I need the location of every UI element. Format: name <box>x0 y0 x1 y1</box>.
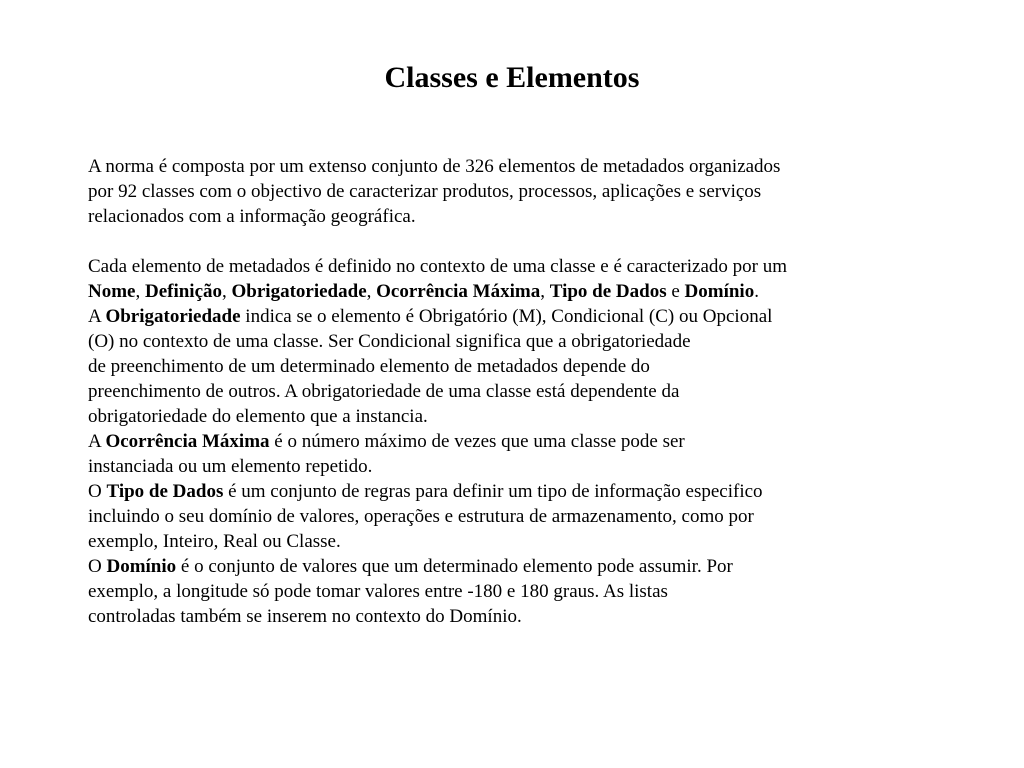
text-line: Cada elemento de metadados é definido no contexto de uma classe e é caracterizado por um <box>88 256 788 277</box>
term-obrigatoriedade: Obrigatoriedade <box>105 306 241 327</box>
paragraph-elemento <box>88 254 948 304</box>
separator: , <box>366 281 377 302</box>
text-line: de preenchimento de um determinado elemento de metadados depende do <box>88 356 650 377</box>
term-dominio: Domínio <box>684 281 755 302</box>
term-ocorrencia-maxima: Ocorrência Máxima <box>376 281 541 302</box>
text-line: controladas também se inserem no contexto do Domínio. <box>88 606 522 627</box>
text-rest: é o conjunto de valores que um determinado elemento pode assumir. Por <box>176 556 733 577</box>
article: O <box>88 481 107 502</box>
text-line <box>88 304 948 329</box>
paragraph-dominio <box>88 554 948 629</box>
terms-line <box>88 279 948 304</box>
text-line: obrigatoriedade do elemento que a instancia. <box>88 406 428 427</box>
text-line <box>88 554 948 579</box>
term-obrigatoriedade: Obrigatoriedade <box>231 281 367 302</box>
paragraph-ocorrencia-maxima <box>88 429 948 479</box>
separator: e <box>666 281 685 302</box>
text-line: (O) no contexto de uma classe. Ser Condicional significa que a obrigatoriedade <box>88 331 691 352</box>
text-line: incluindo o seu domínio de valores, operações e estrutura de armazenamento, como por <box>88 506 754 527</box>
period: . <box>754 281 759 302</box>
separator: , <box>135 281 145 302</box>
separator: , <box>540 281 550 302</box>
term-definicao: Definição <box>144 281 223 302</box>
text-line: exemplo, Inteiro, Real ou Classe. <box>88 531 341 552</box>
term-dominio: Domínio <box>106 556 177 577</box>
text-rest: é o número máximo de vezes que uma classe pode ser <box>269 431 685 452</box>
paragraph-norma <box>88 154 948 229</box>
text-rest: indica se o elemento é Obrigatório (M), Condicional (C) ou Opcional <box>240 306 773 327</box>
text-line <box>88 429 948 454</box>
text-line: exemplo, a longitude só pode tomar valores entre -180 e 180 graus. As listas <box>88 581 668 602</box>
article: A <box>88 306 106 327</box>
text-line <box>88 479 948 504</box>
text-rest: é um conjunto de regras para definir um tipo de informação especifico <box>223 481 763 502</box>
paragraph-obrigatoriedade <box>88 304 948 429</box>
text-line: instanciada ou um elemento repetido. <box>88 456 373 477</box>
term-ocorrencia-maxima: Ocorrência Máxima <box>105 431 270 452</box>
slide-body <box>88 154 948 629</box>
term-tipo-de-dados: Tipo de Dados <box>106 481 224 502</box>
article: O <box>88 556 107 577</box>
text-line: por 92 classes com o objectivo de caracterizar produtos, processos, aplicações e serviços <box>88 181 762 202</box>
text-line: A norma é composta por um extenso conjunto de 326 elementos de metadados organizados <box>88 156 781 177</box>
paragraph-tipo-de-dados <box>88 479 948 554</box>
term-tipo-de-dados: Tipo de Dados <box>549 281 667 302</box>
article: A <box>88 431 106 452</box>
separator: , <box>222 281 232 302</box>
slide-title: Classes e Elementos <box>384 61 640 94</box>
term-nome: Nome <box>88 281 136 302</box>
text-line: relacionados com a informação geográfica. <box>88 206 416 227</box>
text-line: preenchimento de outros. A obrigatoriedade de uma classe está dependente da <box>88 381 680 402</box>
